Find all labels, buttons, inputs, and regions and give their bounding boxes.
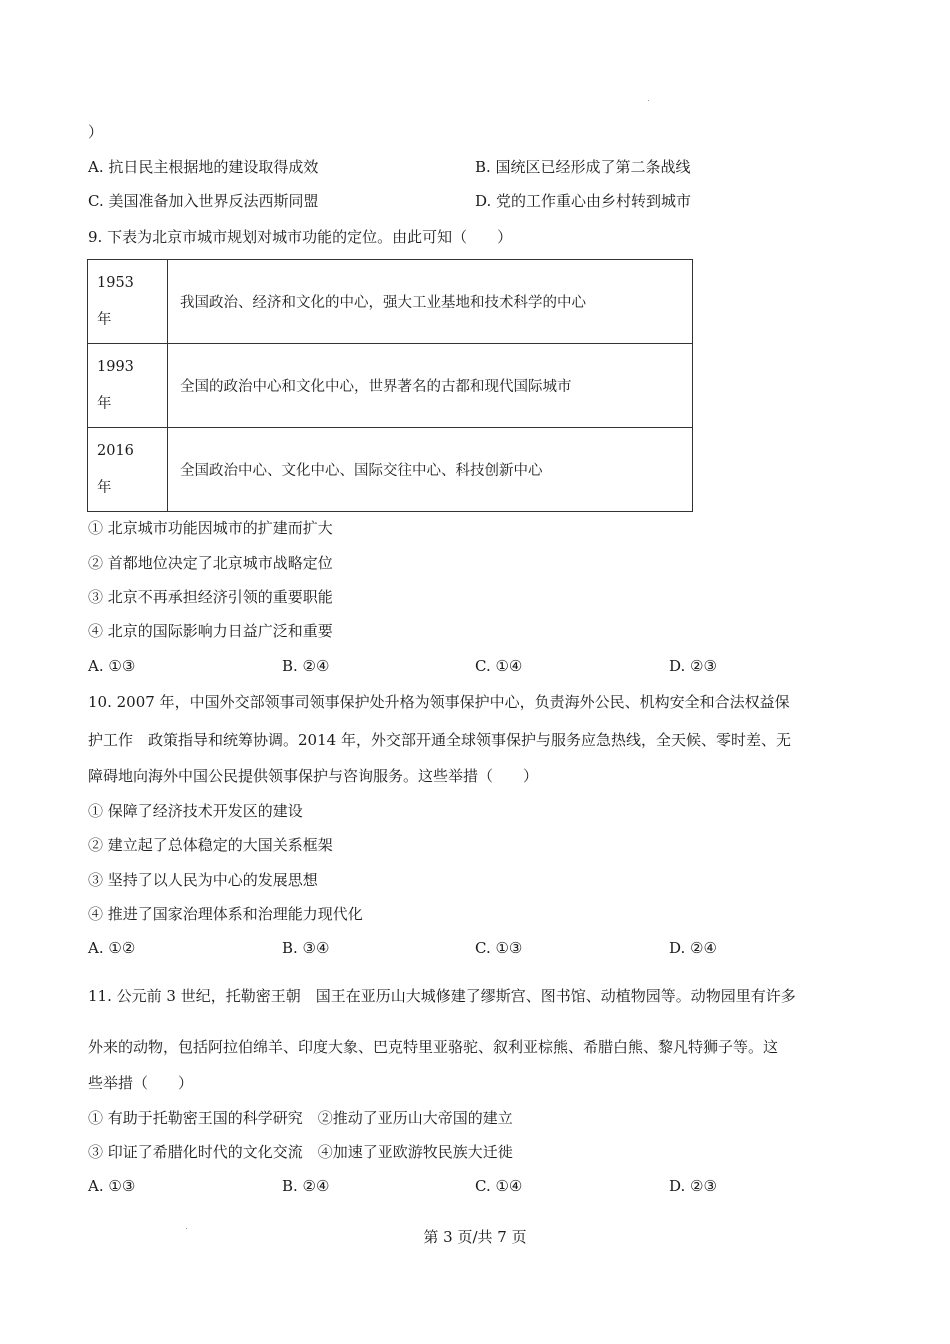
- q9-option-b[interactable]: B. ②④: [282, 657, 330, 675]
- q8-stem-tail: ）: [88, 123, 104, 141]
- scan-speck: [648, 100, 649, 101]
- q9-statement-3: ③ 北京不再承担经济引领的重要职能: [88, 588, 333, 606]
- q10-stem-line-1: 10. 2007 年，中国外交部领事司领事保护处升格为领事保护中心，负责海外公民、机构安全和合法权益保: [88, 693, 790, 711]
- year-unit: 年: [97, 395, 112, 412]
- table-row: [88, 344, 693, 428]
- q11-option-c[interactable]: C. ①④: [475, 1177, 523, 1195]
- q8-option-a[interactable]: A. 抗日民主根据地的建设取得成效: [88, 158, 319, 176]
- table-row: [88, 260, 693, 344]
- q10-statement-2: ② 建立起了总体稳定的大国关系框架: [88, 836, 333, 854]
- q11-stem-line-3: 些举措（ ）: [88, 1074, 194, 1092]
- q8-option-b[interactable]: B. 国统区已经形成了第二条战线: [475, 158, 691, 176]
- q10-statement-4: ④ 推进了国家治理体系和治理能力现代化: [88, 905, 363, 923]
- q11-statement-row-2: ③ 印证了希腊化时代的文化交流 ④加速了亚欧游牧民族大迁徙: [88, 1143, 513, 1161]
- q9-statement-4: ④ 北京的国际影响力日益广泛和重要: [88, 622, 333, 640]
- q9-option-a[interactable]: A. ①③: [88, 657, 136, 675]
- year-cell: [88, 344, 168, 428]
- year-value: 2016: [97, 442, 134, 459]
- desc-cell: 全国的政治中心和文化中心，世界著名的古都和现代国际城市: [168, 344, 693, 428]
- desc-cell: 我国政治、经济和文化的中心，强大工业基地和技术科学的中心: [168, 260, 693, 344]
- q8-option-c[interactable]: C. 美国准备加入世界反法西斯同盟: [88, 192, 319, 210]
- q10-stem-line-2: 护工作 政策指导和统筹协调。2014 年，外交部开通全球领事保护与服务应急热线，全天候、零时差、无: [88, 731, 791, 749]
- q11-stem-line-1: 11. 公元前 3 世纪，托勒密王朝 国王在亚历山大城修建了缪斯宫、图书馆、动植物园等。动物园里有许多: [88, 987, 796, 1005]
- page-number-footer: 第 3 页/共 7 页: [423, 1228, 527, 1246]
- q11-option-a[interactable]: A. ①③: [88, 1177, 136, 1195]
- q11-option-d[interactable]: D. ②③: [669, 1177, 717, 1195]
- q9-statement-2: ② 首都地位决定了北京城市战略定位: [88, 554, 333, 572]
- q11-stem-line-2: 外来的动物，包括阿拉伯绵羊、印度大象、巴克特里亚骆驼、叙利亚棕熊、希腊白熊、黎凡特狮子等。这: [88, 1038, 779, 1056]
- q10-statement-3: ③ 坚持了以人民为中心的发展思想: [88, 871, 318, 889]
- table-row: [88, 428, 693, 512]
- q10-option-d[interactable]: D. ②④: [669, 939, 717, 957]
- year-cell: [88, 260, 168, 344]
- q10-stem-line-3: 障碍地向海外中国公民提供领事保护与咨询服务。这些举措（ ）: [88, 767, 539, 785]
- year-cell: [88, 428, 168, 512]
- q11-statement-row-1: ① 有助于托勒密王国的科学研究 ②推动了亚历山大帝国的建立: [88, 1109, 513, 1127]
- q9-table: [87, 259, 693, 512]
- desc-cell: 全国政治中心、文化中心、国际交往中心、科技创新中心: [168, 428, 693, 512]
- q9-option-c[interactable]: C. ①④: [475, 657, 523, 675]
- q9-statement-1: ① 北京城市功能因城市的扩建而扩大: [88, 519, 333, 537]
- q10-option-b[interactable]: B. ③④: [282, 939, 330, 957]
- year-value: 1993: [97, 358, 134, 375]
- q11-option-b[interactable]: B. ②④: [282, 1177, 330, 1195]
- year-value: 1953: [97, 274, 134, 291]
- q10-statement-1: ① 保障了经济技术开发区的建设: [88, 802, 303, 820]
- year-unit: 年: [97, 479, 112, 496]
- q8-option-d[interactable]: D. 党的工作重心由乡村转到城市: [475, 192, 692, 210]
- q9-stem: 9. 下表为北京市城市规划对城市功能的定位。由此可知（ ）: [88, 228, 513, 246]
- q10-option-c[interactable]: C. ①③: [475, 939, 523, 957]
- year-unit: 年: [97, 311, 112, 328]
- q9-option-d[interactable]: D. ②③: [669, 657, 717, 675]
- q10-option-a[interactable]: A. ①②: [88, 939, 136, 957]
